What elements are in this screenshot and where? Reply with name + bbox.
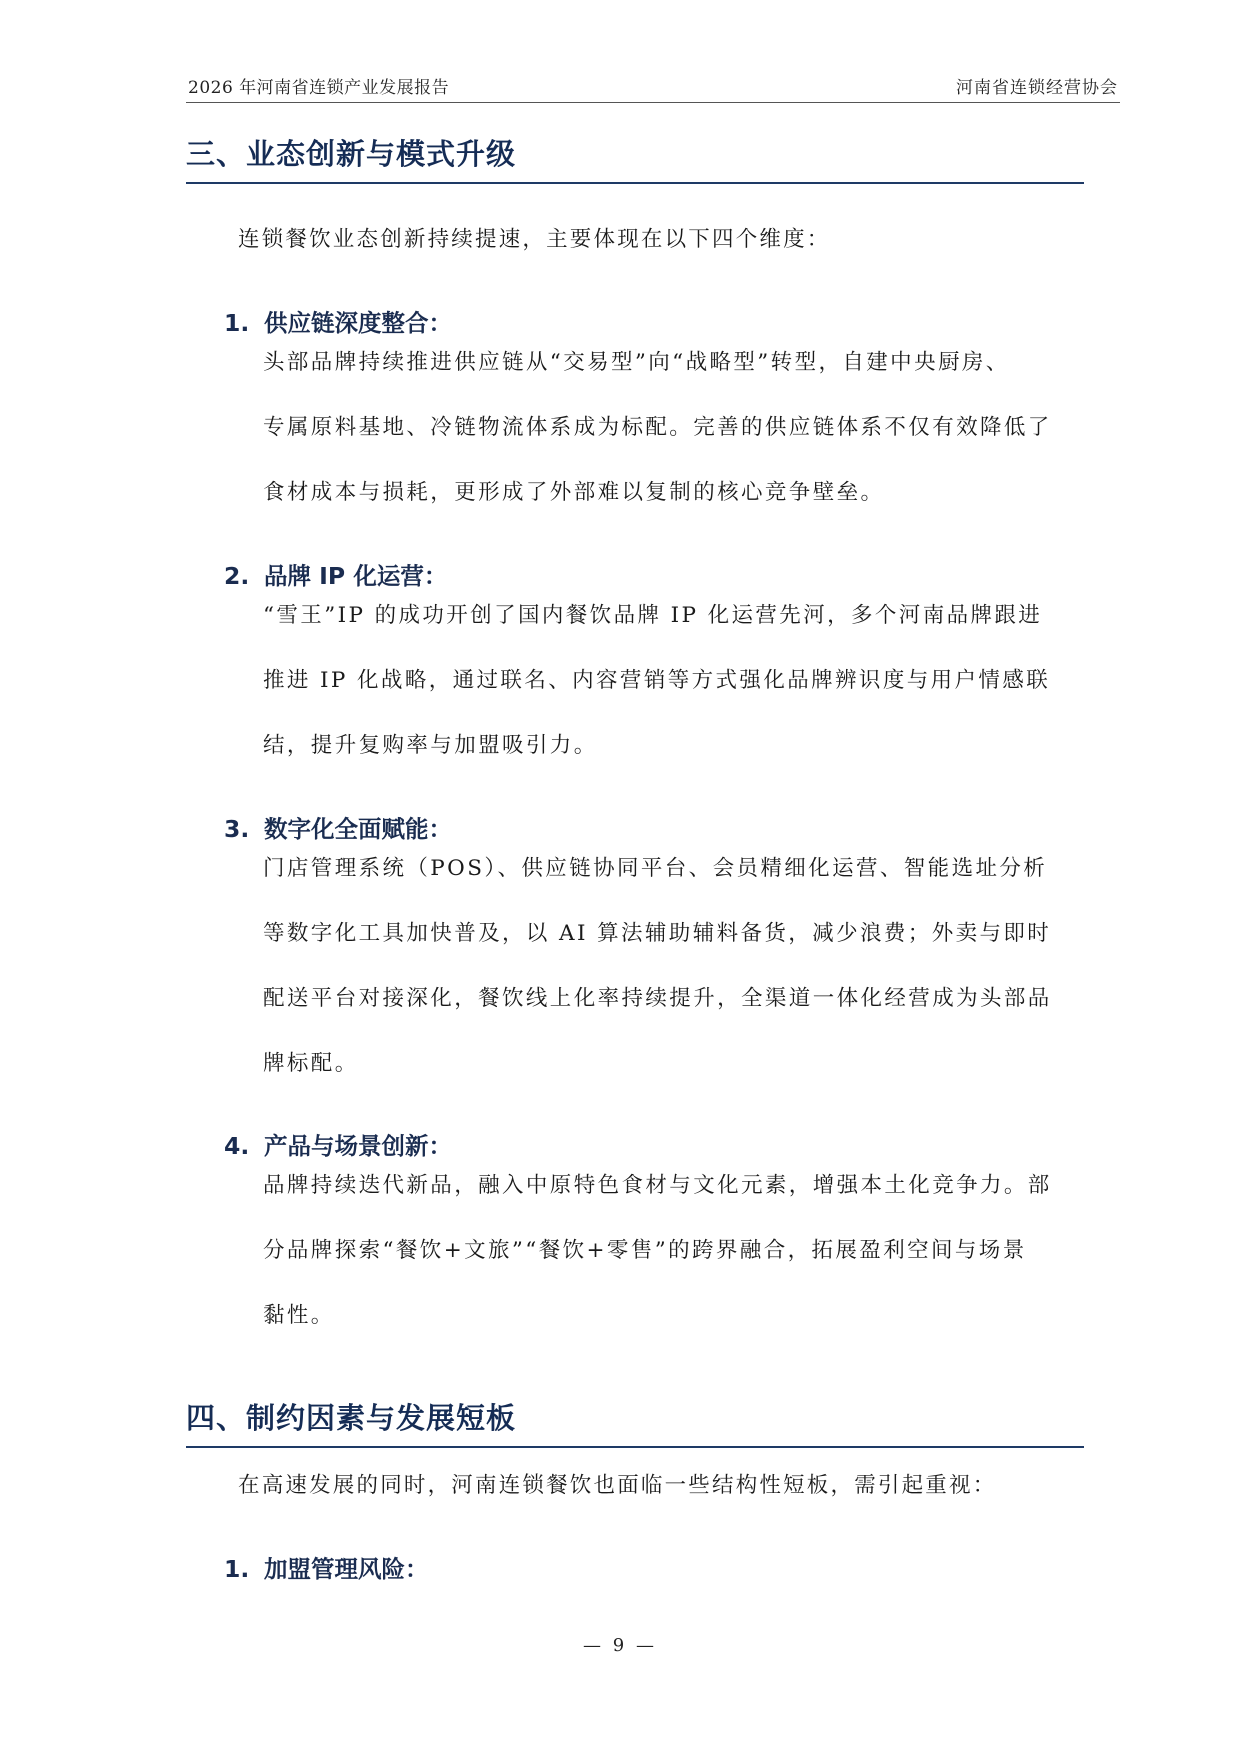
paragraph-line: 等数字化工具加快普及，以 AI 算法辅助辅料备货，减少浪费；外卖与即时 [263,921,1052,946]
paragraph-line: 黏性。 [263,1303,335,1328]
paragraph-line: 分品牌探索“餐饮+文旅”“餐饮+零售”的跨界融合，拓展盈利空间与场景 [263,1238,1027,1263]
sub-heading-number: 4. [224,1132,250,1160]
page-number: — 9 — [583,1635,657,1656]
paragraph-line: 配送平台对接深化，餐饮线上化率持续提升，全渠道一体化经营成为头部品 [263,986,1052,1011]
paragraph-line: 结，提升复购率与加盟吸引力。 [263,733,598,758]
paragraph [263,583,1093,778]
sub-heading-text: 供应链深度整合： [264,309,452,337]
sub-heading-number: 3. [224,815,250,843]
organization-name: 河南省连锁经营协会 [956,78,1118,98]
sub-heading-text: 产品与场景创新： [264,1132,452,1160]
sub-heading-text: 加盟管理风险： [264,1555,429,1583]
paragraph [263,836,1093,1096]
section-title [186,1396,1084,1448]
section-intro: 连锁餐饮业态创新持续提速，主要体现在以下四个维度： [238,227,831,252]
paragraph-line: 专属原料基地、冷链物流体系成为标配。完善的供应链体系不仅有效降低了 [263,415,1052,440]
page-header [186,70,1120,103]
paragraph [263,1153,1093,1348]
section-title-text: 三、业态创新与模式升级 [186,137,517,171]
section-title-text: 四、制约因素与发展短板 [186,1401,517,1435]
sub-heading-number: 2. [224,562,250,590]
paragraph [263,330,1093,525]
sub-heading-number: 1. [224,309,250,337]
paragraph-line: 牌标配。 [263,1051,359,1076]
report-title: 2026 年河南省连锁产业发展报告 [188,78,450,98]
sub-heading [224,1550,429,1584]
paragraph-line: “雪王”IP 的成功开创了国内餐饮品牌 IP 化运营先河，多个河南品牌跟进 [263,603,1043,628]
paragraph-line: 门店管理系统（POS）、供应链协同平台、会员精细化运营、智能选址分析 [263,856,1048,881]
section-title [186,132,1084,184]
paragraph-line: 品牌持续迭代新品，融入中原特色食材与文化元素，增强本土化竞争力。部 [263,1173,1052,1198]
paragraph-line: 头部品牌持续推进供应链从“交易型”向“战略型”转型，自建中央厨房、 [263,350,1010,375]
paragraph-line: 食材成本与损耗，更形成了外部难以复制的核心竞争壁垒。 [263,480,885,505]
sub-heading-number: 1. [224,1555,250,1583]
paragraph-line: 推进 IP 化战略，通过联名、内容营销等方式强化品牌辨识度与用户情感联 [263,668,1051,693]
sub-heading-text: 数字化全面赋能： [264,815,452,843]
sub-heading-text: 品牌 IP 化运营： [264,562,448,590]
section-intro: 在高速发展的同时，河南连锁餐饮也面临一些结构性短板，需引起重视： [238,1473,997,1498]
